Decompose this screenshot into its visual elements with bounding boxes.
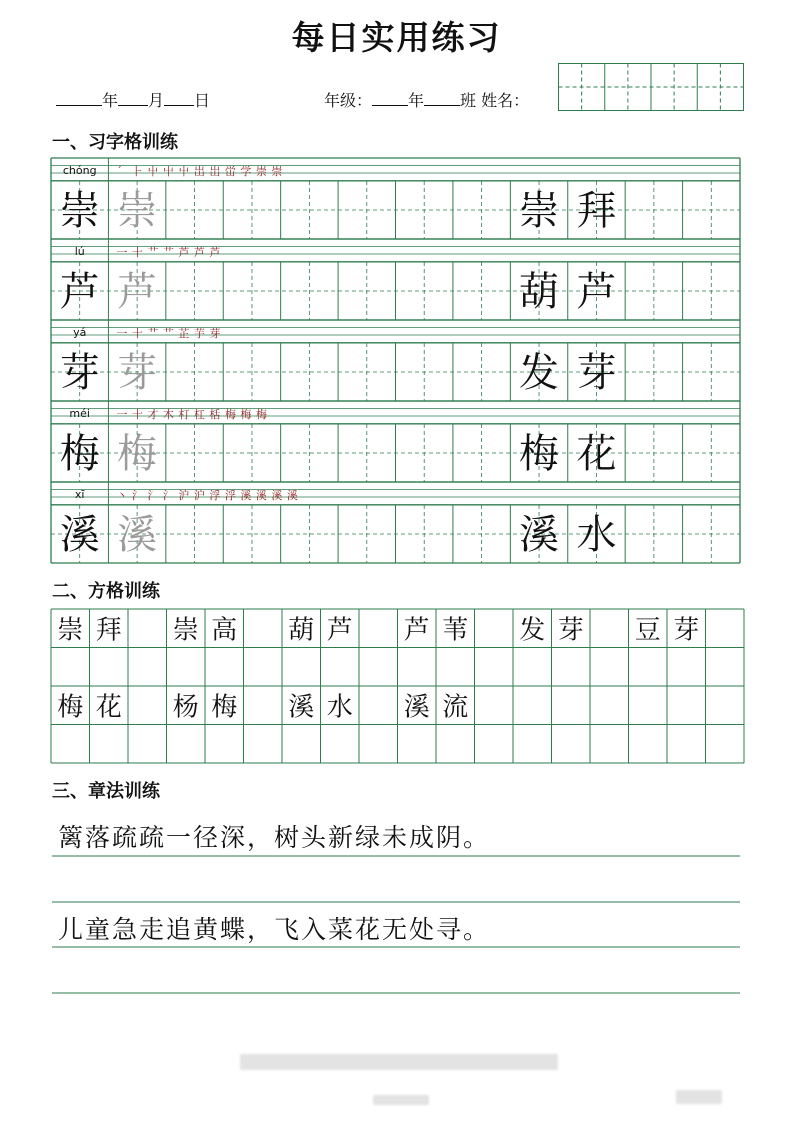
stroke-order-step: 才 [147, 408, 159, 421]
stroke-order-step: 芷 [178, 327, 190, 340]
grid-word-char: 发 [519, 615, 546, 646]
word-char: 梅 [519, 431, 560, 477]
grid-word-char: 梅 [211, 692, 238, 723]
stroke-order-step: 一 [116, 408, 128, 421]
stroke-order-step: 氵 [162, 489, 174, 502]
poem-line-1: 篱落疏疏一径深，树头新绿未成阴。 [58, 823, 491, 852]
stroke-order-step: 芦 [193, 246, 205, 259]
stroke-order-step: 屮 [178, 165, 190, 178]
stroke-order-step: 浮 [224, 489, 236, 502]
stroke-order-step: 十 [131, 408, 143, 421]
footer-blurred-logo [676, 1090, 722, 1104]
trace-char: 溪 [117, 512, 158, 558]
word-char: 芽 [576, 350, 617, 396]
stroke-order-step: 艹 [147, 246, 159, 259]
grid-word-char: 溪 [403, 692, 430, 723]
practice-char: 溪 [59, 512, 100, 558]
stroke-order-step: 一 [116, 327, 128, 340]
section-title-composition: 三、章法训练 [52, 781, 160, 802]
grid-word-char: 芦 [403, 615, 430, 646]
stroke-order-step: 芦 [209, 246, 221, 259]
footer-blurred-mark [373, 1095, 429, 1105]
stroke-order-step: ⺊ [131, 165, 143, 178]
stroke-order-step: 芽 [209, 327, 221, 340]
stroke-order-step: 溪 [255, 489, 267, 502]
word-char: 发 [519, 350, 560, 396]
word-char: 芦 [576, 269, 617, 315]
stroke-order-step: 一 [116, 246, 128, 259]
grid-word-char: 梅 [57, 692, 84, 723]
word-char: 花 [576, 431, 617, 477]
trace-char: 芦 [117, 269, 158, 315]
stroke-order-step: 沪 [193, 489, 205, 502]
stroke-order-step: 梅 [240, 408, 252, 421]
stroke-order-step: 丶 [116, 489, 128, 502]
stroke-order-step: 崇 [271, 165, 283, 178]
grid-word-char: 花 [95, 692, 122, 723]
practice-char: 崇 [59, 188, 100, 234]
grid-word-char: 水 [326, 692, 353, 723]
grid-word-char: 豆 [634, 615, 661, 646]
stroke-order-step: 艹 [162, 246, 174, 259]
poem-line-2: 儿童急走追黄蝶，飞入菜花无处寻。 [58, 915, 491, 944]
trace-char: 梅 [117, 431, 158, 477]
stroke-order-step: 杠 [193, 408, 205, 421]
grid-word-char: 溪 [288, 692, 315, 723]
word-char: 水 [576, 512, 617, 558]
practice-char: 芽 [59, 350, 100, 396]
stroke-order-step: 岀 [193, 165, 205, 178]
trace-char: 芽 [117, 350, 158, 396]
stroke-order-step: 岀 [209, 165, 221, 178]
stroke-order-step: 学 [240, 165, 252, 178]
grid-word-char: 苇 [442, 615, 469, 646]
stroke-order-step: 屮 [147, 165, 159, 178]
word-char: 溪 [519, 512, 560, 558]
footer-blurred-text [240, 1054, 558, 1070]
name-label: 姓名： [481, 91, 530, 110]
stroke-order-step: 溪 [240, 489, 252, 502]
pinyin-label: lú [74, 245, 85, 258]
stroke-order-step: 十 [131, 327, 143, 340]
grid-word-char: 流 [442, 692, 469, 723]
word-char: 崇 [519, 188, 560, 234]
pinyin-label: chóng [62, 164, 97, 177]
stroke-order-step: 栝 [209, 408, 221, 421]
grid-word-char: 崇 [172, 615, 199, 646]
grid-word-char: 高 [211, 615, 238, 646]
practice-char: 梅 [59, 431, 100, 477]
stroke-order-step: 浮 [209, 489, 221, 502]
grid-word-char: 芦 [326, 615, 353, 646]
grid-word-char: 芽 [673, 615, 700, 646]
grade-class-fields: 年级： 年 班 姓名： [324, 91, 530, 110]
stroke-order-step: 十 [131, 246, 143, 259]
stroke-order-step: 芦 [178, 246, 190, 259]
stroke-order-step: 崇 [255, 165, 267, 178]
page-title: 每日实用练习 [291, 18, 502, 57]
date-fields: 年 月 日 [56, 88, 210, 111]
stroke-order-step: 氵 [131, 489, 143, 502]
grid-word-char: 杨 [172, 692, 199, 723]
stroke-order-step: 溪 [271, 489, 283, 502]
grid-word-char: 拜 [95, 615, 122, 646]
word-char: 拜 [576, 188, 617, 234]
trace-char: 崇 [117, 188, 158, 234]
stroke-order-step: ˊ [116, 165, 122, 178]
pinyin-label: yá [73, 326, 87, 339]
stroke-order-step: 艹 [147, 327, 159, 340]
section-title-grid: 二、方格训练 [52, 581, 160, 602]
practice-char: 芦 [59, 269, 100, 315]
pinyin-label: méi [69, 407, 90, 420]
word-char: 葫 [519, 269, 560, 315]
stroke-order-step: 梅 [255, 408, 267, 421]
stroke-order-step: 沪 [178, 489, 190, 502]
stroke-order-step: 氵 [147, 489, 159, 502]
stroke-order-step: 木 [162, 408, 174, 421]
stroke-order-step: 梅 [224, 408, 236, 421]
pinyin-label: xī [74, 488, 85, 501]
stroke-order-step: 屮 [162, 165, 174, 178]
grid-word-char: 葫 [288, 615, 315, 646]
grid-word-char: 崇 [57, 615, 84, 646]
stroke-order-step: 朾 [178, 408, 190, 421]
stroke-order-step: 峃 [224, 165, 236, 178]
stroke-order-step: 艹 [162, 327, 174, 340]
grid-word-char: 芽 [557, 615, 584, 646]
section-title-practice: 一、习字格训练 [52, 132, 178, 153]
stroke-order-step: 芋 [193, 327, 205, 340]
stroke-order-step: 溪 [286, 489, 298, 502]
